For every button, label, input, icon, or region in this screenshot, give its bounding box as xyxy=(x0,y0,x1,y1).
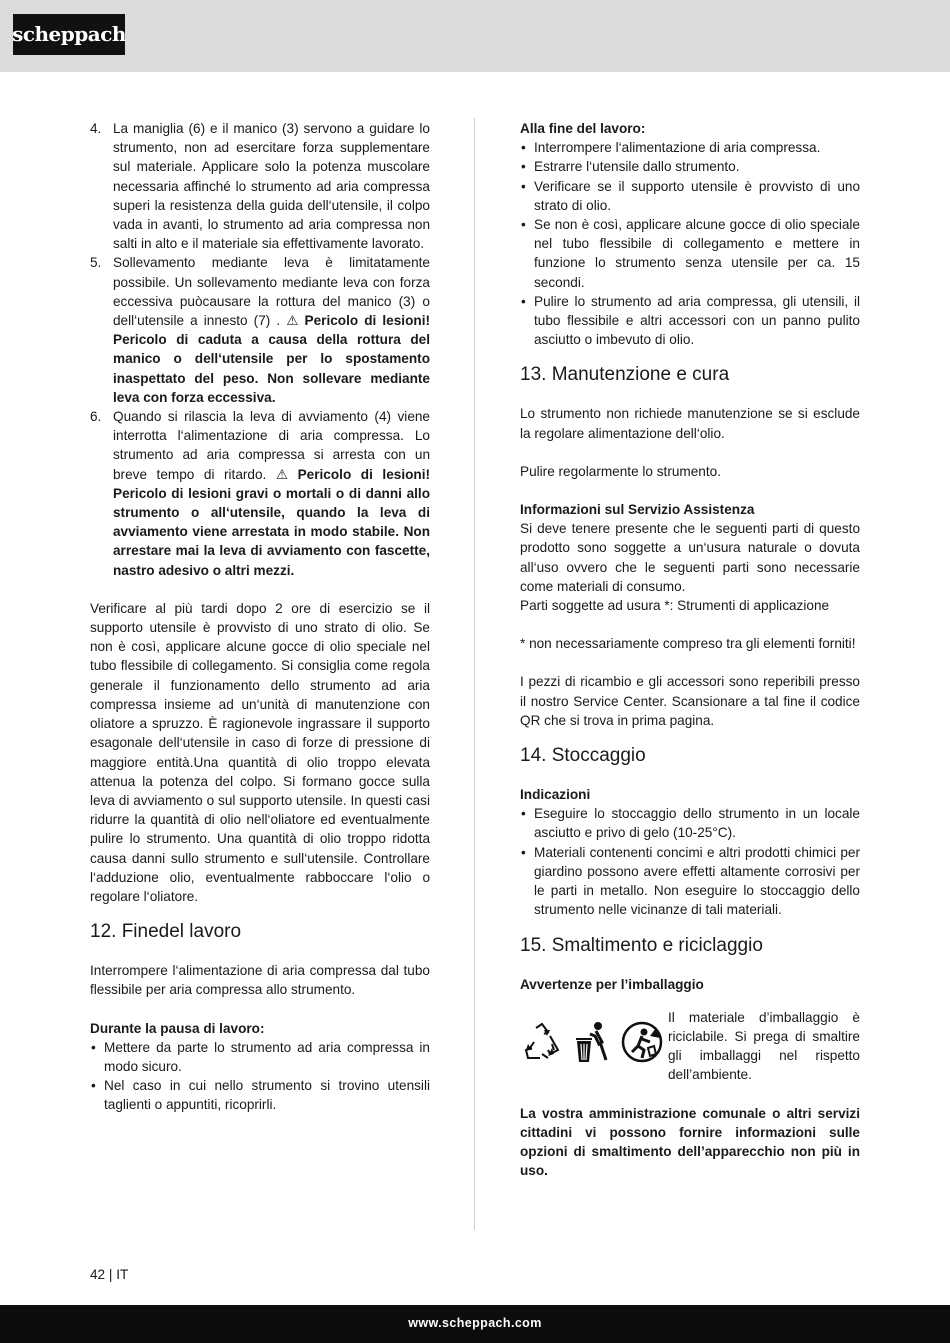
packaging-info xyxy=(520,1008,860,1085)
recycle-person-icon xyxy=(620,1020,664,1064)
end-of-work-heading: Alla fine del lavoro: xyxy=(520,121,646,136)
pause-heading: Durante la pausa di lavoro: xyxy=(90,1020,265,1036)
list-item: • Materiali contenenti concimi e altri prodotti chimici per giardino possono avere effetti altamente corrosivi per le parti in metallo. Non eseguire lo stoccaggio dello strumento nelle vicinanze di tali materiali. xyxy=(520,843,860,920)
instruction-text: Sollevamento mediante leva è limitatamente possibile. Un sollevamento mediante leva con forza eccessiva puòcausare la rottura del manico (3) o dell‘utensile a innesto (7) . xyxy=(113,255,430,329)
numbered-instructions xyxy=(90,119,430,580)
recycle-icon xyxy=(520,1020,564,1064)
section-15-heading: 15. Smaltimento e riciclaggio xyxy=(520,934,763,956)
list-item: • Verificare se il supporto utensile è provvisto di uno strato di olio. xyxy=(520,177,860,215)
instruction-item-4: 4. La maniglia (6) e il manico (3) servono a guidare lo strumento, non ad esercitare forza supplementare sul materiale. Applicare solo la potenza muscolare necessaria affinché lo strumento ad aria compressa superi la resistenza della guida dell‘utensile, il colpo vada in avanti, lo strumento ad aria compressa non salti in alto e il materiale sia effettivamente lavorato. xyxy=(90,121,430,252)
danger-warning-text: Pericolo di lesioni! Pericolo di caduta a causa della rottura del manico o dell‘utensile per lo spostamento inaspettato del peso. Non sollevare mediante leva con forza eccessiva. xyxy=(113,313,430,405)
list-item: • Nel caso in cui nello strumento si trovino utensili taglienti o appuntiti, ricoprirli. xyxy=(90,1076,430,1114)
danger-warning-text: Pericolo di lesioni! Pericolo di lesioni gravi o mortali o di danni allo strumento o all‘utensile, quando la leva di avviamento viene arrestata in modo stabile. Non arrestare mai la leva di avviamento con fascette, nastro adesivo o altri mezzi. xyxy=(113,466,431,578)
pause-list xyxy=(90,1038,430,1115)
packaging-text: Il materiale d’imballaggio è riciclabile. Si prega di smaltire gli imballaggi nel rispetto dell’ambiente. xyxy=(668,1009,860,1083)
section-13-heading: 13. Manutenzione e cura xyxy=(520,364,730,386)
warning-triangle-icon: ⚠ xyxy=(286,313,299,329)
service-paragraph: Si deve tenere presente che le seguenti parti di questo prodotto sono soggette a un‘usura naturale o dovuta all‘uso ovvero che le seguenti parti sono necessarie come materiali di consumo. xyxy=(520,521,860,594)
instruction-text: La maniglia (6) e il manico (3) servono a guidare lo strumento, non ad esercitare forza supplementare sul materiale. Applicare solo la potenza muscolare necessaria affinché lo strumento ad aria compressa superi la resistenza della guida dell‘utensile, il colpo vada in avanti, lo strumento ad aria compressa non salti in alto e il materiale sia effettivamente lavorato. xyxy=(113,121,430,252)
list-item: • Pulire lo strumento ad aria compressa, gli utensili, il tubo flessibile e altri accessori con un panno pulito asciutto o imbevuto di olio. xyxy=(520,292,860,350)
page-number: 42 | IT xyxy=(90,1267,129,1282)
list-item: • Mettere da parte lo strumento ad aria compressa in modo sicuro. xyxy=(90,1038,430,1076)
instruction-text: Quando si rilascia la leva di avviamento (4) viene interrotta l‘alimentazione di aria compressa. Lo strumento ad aria compressa si arresta con un breve tempo di ritardo. xyxy=(113,409,430,482)
packaging-icons xyxy=(520,1008,668,1064)
storage-heading: Indicazioni xyxy=(520,787,591,803)
trash-bin-person-icon xyxy=(572,1020,612,1064)
warning-triangle-icon: ⚠ xyxy=(275,466,289,482)
instruction-item-5: 5. Sollevamento mediante leva è limitatamente possibile. Un sollevamento mediante leva con forza eccessiva puòcausare la rottura del manico (3) o dell‘utensile a innesto (7) . ⚠ Pericolo di lesioni! Pericolo di caduta a causa della rottura del manico o dell‘utensile per lo spostamento inaspettato del peso. Non sollevare mediante leva con forza eccessiva. xyxy=(90,255,430,405)
service-heading: Informazioni sul Servizio Assistenza xyxy=(520,502,755,518)
instruction-item-6: 6. Quando si rilascia la leva di avviamento (4) viene interrotta l‘alimentazione di aria compressa. Lo strumento ad aria compressa si arresta con un breve tempo di ritardo. ⚠ Pericolo di lesioni! Pericolo di lesioni gravi o mortali o di danni allo strumento o all‘utensile, quando la leva di avviamento viene arrestata in modo stabile. Non arrestare mai la leva di avviamento con fascette, nastro adesivo o altri mezzi. xyxy=(90,409,431,578)
footnote: * non necessariamente compreso tra gli elementi forniti! xyxy=(520,636,856,652)
list-item: • Se non è così, applicare alcune gocce di olio speciale nel tubo flessibile di collegamento e mettere in funzione lo strumento senza utensile per ca. 15 secondi. xyxy=(520,215,860,292)
list-item: • Estrarre l‘utensile dallo strumento. xyxy=(520,157,860,176)
wear-parts-line: Parti soggette ad usura *: Strumenti di applicazione xyxy=(520,598,830,614)
right-column xyxy=(520,119,860,1180)
section-12-intro: Interrompere l‘alimentazione di aria compressa dal tubo flessibile per aria compressa allo strumento. xyxy=(90,963,430,998)
disposal-paragraph: La vostra amministrazione comunale o altri servizi cittadini vi possono fornire informazioni sulle opzioni di smaltimento dell’apparecchio non più in uso. xyxy=(520,1105,860,1179)
storage-list xyxy=(520,804,860,919)
list-item: • Interrompere l‘alimentazione di aria compressa. xyxy=(520,138,860,157)
header-bar xyxy=(0,0,950,72)
section-14-heading: 14. Stoccaggio xyxy=(520,745,646,767)
brand-logo: scheppach xyxy=(13,14,125,55)
list-item: • Eseguire lo stoccaggio dello strumento in un locale asciutto e privo di gelo (10-25°C). xyxy=(520,804,860,842)
oil-paragraph: Verificare al più tardi dopo 2 ore di esercizio se il supporto utensile è provvisto di uno strato di olio. Se non è così, applicare alcune gocce di olio speciale nel tubo flessibile di collegamento. Si consiglia come regola generale il funzionamento dello strumento ad aria compressa insieme ad un‘unità di manutenzione con oliatore a spruzzo. È ragionevole ingrassare il supporto esagonale dell‘utensile in caso di forze di pressione di maggiore entità.Una quantità di olio troppo elevata attenua la potenza del colpo. Si formano gocce sulla leva di avviamento o sul supporto utensile. In questi casi ridurre la quantità di olio nell‘oliatore ed eventualmente pulire lo strumento. Una quantità di olio troppo ridotta causa danni sullo strumento e sull‘utensile. Controllare l‘adduzione olio, eventualmente rabboccare l‘olio o regolare l‘oliatore. xyxy=(90,600,430,904)
spare-parts-paragraph: I pezzi di ricambio e gli accessori sono reperibili presso il nostro Service Center. Scansionare a tal fine il codice QR che si trova in prima pagina. xyxy=(520,674,860,728)
footer-bar xyxy=(0,1305,950,1343)
column-divider xyxy=(474,118,475,1230)
website-url: www.scheppach.com xyxy=(408,1316,542,1331)
maintenance-paragraph: Lo strumento non richiede manutenzione se si esclude la regolare alimentazione dell‘olio. xyxy=(520,406,860,441)
left-column xyxy=(90,119,430,1115)
section-12-heading: 12. Finedel lavoro xyxy=(90,921,242,943)
end-of-work-list xyxy=(520,138,860,349)
cleaning-paragraph: Pulire regolarmente lo strumento. xyxy=(520,463,721,479)
packaging-heading: Avvertenze per l’imballaggio xyxy=(520,976,704,992)
